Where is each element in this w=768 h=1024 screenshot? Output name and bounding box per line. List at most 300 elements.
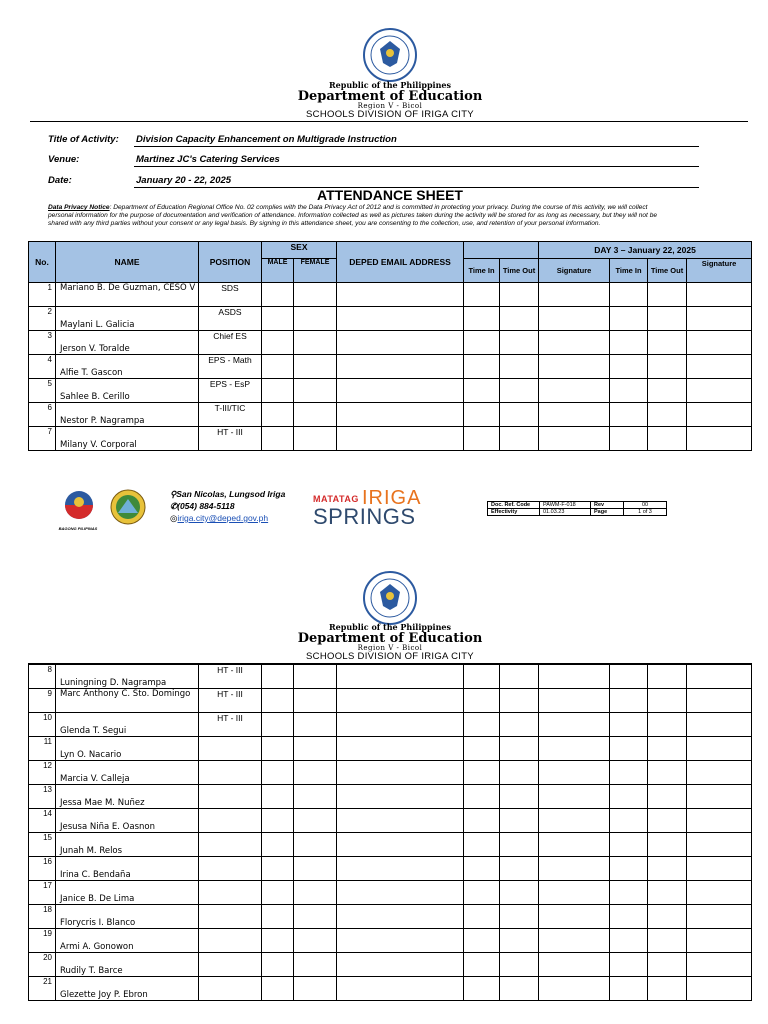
time-in-cell[interactable] [464, 688, 500, 712]
time-in-cell[interactable] [464, 808, 500, 832]
row-number: 21 [29, 976, 56, 1000]
time-out-day3-cell[interactable] [648, 379, 687, 403]
deped-seal [362, 27, 418, 83]
time-in-cell[interactable] [464, 379, 500, 403]
time-out-day3-cell[interactable] [648, 736, 687, 760]
table-row [29, 880, 752, 904]
privacy-notice [48, 204, 658, 228]
signature-day3-cell[interactable] [687, 760, 752, 784]
row-position [199, 760, 262, 784]
time-out-day3-cell[interactable] [648, 427, 687, 451]
male-cell[interactable] [262, 928, 294, 952]
signature-cell[interactable] [539, 688, 610, 712]
time-out-day3-cell[interactable] [648, 355, 687, 379]
email-cell[interactable] [337, 808, 464, 832]
row-position: EPS - EsP [199, 379, 262, 403]
time-in-cell[interactable] [464, 952, 500, 976]
email-cell[interactable] [337, 976, 464, 1000]
signature-day3-cell[interactable] [687, 403, 752, 427]
time-out-cell[interactable] [500, 904, 539, 928]
iriga-city-seal [110, 489, 146, 525]
time-in-day3-cell[interactable] [610, 712, 648, 736]
header-time-out-day3: Time Out [648, 259, 687, 283]
time-out-day3-cell[interactable] [648, 283, 687, 307]
department-text-page2: Department of Education [297, 631, 483, 646]
time-out-day3-cell[interactable] [648, 403, 687, 427]
bagong-pilipinas-logo [60, 488, 98, 526]
time-out-day3-cell[interactable] [648, 832, 687, 856]
time-in-day3-cell[interactable] [610, 928, 648, 952]
signature-day3-cell[interactable] [687, 736, 752, 760]
male-cell[interactable] [262, 736, 294, 760]
signature-day3-cell[interactable] [687, 928, 752, 952]
header-no: No. [29, 242, 56, 283]
row-name: Jessa Mae M. Nuñez [56, 784, 199, 808]
iriga-text: IRIGA [362, 487, 422, 509]
time-in-day3-cell[interactable] [610, 283, 648, 307]
row-position: T-III/TIC [199, 403, 262, 427]
footer-address: San Nicolas, Lungsod Iriga [176, 489, 286, 499]
republic-text: Republic of the Philippines [328, 80, 451, 90]
female-cell[interactable] [294, 427, 337, 451]
row-number: 13 [29, 784, 56, 808]
email-cell[interactable] [337, 331, 464, 355]
time-in-cell[interactable] [464, 355, 500, 379]
email-cell[interactable] [337, 403, 464, 427]
signature-day3-cell[interactable] [687, 784, 752, 808]
row-position: SDS [199, 283, 262, 307]
time-in-cell[interactable] [464, 880, 500, 904]
time-out-day3-cell[interactable] [648, 760, 687, 784]
time-in-day3-cell[interactable] [610, 331, 648, 355]
male-cell[interactable] [262, 427, 294, 451]
female-cell[interactable] [294, 379, 337, 403]
female-cell[interactable] [294, 688, 337, 712]
male-cell[interactable] [262, 331, 294, 355]
header-blank-times [464, 242, 539, 259]
row-name: Janice B. De Lima [56, 880, 199, 904]
row-name: Glezette Joy P. Ebron [56, 976, 199, 1000]
row-position: ASDS [199, 307, 262, 331]
signature-day3-cell[interactable] [687, 307, 752, 331]
male-cell[interactable] [262, 856, 294, 880]
email-cell[interactable] [337, 712, 464, 736]
time-in-day3-cell[interactable] [610, 403, 648, 427]
signature-day3-cell[interactable] [687, 712, 752, 736]
row-number: 11 [29, 736, 56, 760]
signature-cell[interactable] [539, 355, 610, 379]
header-time-out: Time Out [500, 259, 539, 283]
header-signature: Signature [539, 259, 610, 283]
doc-ref-table [487, 501, 667, 516]
signature-cell[interactable] [539, 331, 610, 355]
female-cell[interactable] [294, 355, 337, 379]
signature-cell[interactable] [539, 904, 610, 928]
time-out-day3-cell[interactable] [648, 808, 687, 832]
male-cell[interactable] [262, 664, 294, 688]
time-in-cell[interactable] [464, 760, 500, 784]
female-cell[interactable] [294, 283, 337, 307]
header-rule [30, 121, 748, 122]
time-out-cell[interactable] [500, 832, 539, 856]
footer-phone: (054) 884-5118 [177, 501, 235, 511]
row-position [199, 856, 262, 880]
row-name: Florycris I. Blanco [56, 904, 199, 928]
signature-day3-cell[interactable] [687, 283, 752, 307]
header-time-in: Time In [464, 259, 500, 283]
row-position [199, 952, 262, 976]
female-cell[interactable] [294, 808, 337, 832]
time-out-day3-cell[interactable] [648, 928, 687, 952]
row-name: Marcia V. Calleja [56, 760, 199, 784]
header-time-in-day3: Time In [610, 259, 648, 283]
female-cell[interactable] [294, 784, 337, 808]
signature-cell[interactable] [539, 832, 610, 856]
signature-cell[interactable] [539, 403, 610, 427]
time-out-day3-cell[interactable] [648, 307, 687, 331]
row-name: Jesusa Niña E. Oasnon [56, 808, 199, 832]
male-cell[interactable] [262, 976, 294, 1000]
header-male: MALE [262, 259, 294, 283]
female-cell[interactable] [294, 403, 337, 427]
table-row [29, 976, 752, 1000]
table-row [29, 403, 752, 427]
email-cell[interactable] [337, 688, 464, 712]
email-cell[interactable] [337, 784, 464, 808]
female-cell[interactable] [294, 928, 337, 952]
time-out-cell[interactable] [500, 928, 539, 952]
time-out-cell[interactable] [500, 712, 539, 736]
female-cell[interactable] [294, 664, 337, 688]
male-cell[interactable] [262, 355, 294, 379]
privacy-label: Data Privacy Notice [48, 204, 110, 211]
signature-cell[interactable] [539, 664, 610, 688]
matatag-text: MATATAG [313, 494, 359, 504]
signature-cell[interactable] [539, 856, 610, 880]
division-text-page2: SCHOOLS DIVISION OF IRIGA CITY [306, 651, 474, 662]
male-cell[interactable] [262, 784, 294, 808]
time-out-day3-cell[interactable] [648, 952, 687, 976]
female-cell[interactable] [294, 307, 337, 331]
time-in-cell[interactable] [464, 784, 500, 808]
time-in-day3-cell[interactable] [610, 379, 648, 403]
female-cell[interactable] [294, 760, 337, 784]
male-cell[interactable] [262, 952, 294, 976]
time-in-day3-cell[interactable] [610, 856, 648, 880]
male-cell[interactable] [262, 688, 294, 712]
time-in-cell[interactable] [464, 331, 500, 355]
signature-day3-cell[interactable] [687, 379, 752, 403]
table-row [29, 379, 752, 403]
male-cell[interactable] [262, 712, 294, 736]
table-row [29, 712, 752, 736]
time-in-cell[interactable] [464, 712, 500, 736]
time-in-cell[interactable] [464, 427, 500, 451]
time-out-cell[interactable] [500, 307, 539, 331]
time-in-day3-cell[interactable] [610, 355, 648, 379]
time-in-day3-cell[interactable] [610, 904, 648, 928]
location-pin-icon: ⚲ [170, 489, 177, 499]
row-position: HT - III [199, 427, 262, 451]
table-row [29, 928, 752, 952]
table-row [29, 688, 752, 712]
email-cell[interactable] [337, 355, 464, 379]
row-number: 19 [29, 928, 56, 952]
row-number: 8 [29, 664, 56, 688]
signature-day3-cell[interactable] [687, 856, 752, 880]
signature-day3-cell[interactable] [687, 808, 752, 832]
row-name: Sahlee B. Cerillo [56, 379, 199, 403]
row-name: Alfie T. Gascon [56, 355, 199, 379]
time-out-day3-cell[interactable] [648, 784, 687, 808]
table-row [29, 832, 752, 856]
time-in-day3-cell[interactable] [610, 880, 648, 904]
email-cell[interactable] [337, 928, 464, 952]
email-cell[interactable] [337, 664, 464, 688]
male-cell[interactable] [262, 808, 294, 832]
time-in-cell[interactable] [464, 856, 500, 880]
time-in-day3-cell[interactable] [610, 832, 648, 856]
table-row [29, 808, 752, 832]
activity-value: Division Capacity Enhancement on Multigrade Instruction [136, 134, 397, 145]
signature-day3-cell[interactable] [687, 355, 752, 379]
date-label: Date: [48, 175, 72, 186]
row-number: 14 [29, 808, 56, 832]
time-in-day3-cell[interactable] [610, 688, 648, 712]
region-text: Region V - Bicol [357, 102, 423, 110]
row-name: Irina C. Bendaña [56, 856, 199, 880]
activity-underline [134, 146, 699, 147]
table-row [29, 307, 752, 331]
time-out-cell[interactable] [500, 379, 539, 403]
time-out-day3-cell[interactable] [648, 976, 687, 1000]
time-in-day3-cell[interactable] [610, 427, 648, 451]
signature-cell[interactable] [539, 976, 610, 1000]
signature-day3-cell[interactable] [687, 904, 752, 928]
doc-ref-value: PAWM-F-018 [540, 502, 591, 509]
signature-day3-cell[interactable] [687, 427, 752, 451]
sheet-title: ATTENDANCE SHEET [317, 187, 463, 203]
table-row [29, 784, 752, 808]
row-number: 12 [29, 760, 56, 784]
time-in-day3-cell[interactable] [610, 808, 648, 832]
row-position [199, 784, 262, 808]
time-out-cell[interactable] [500, 283, 539, 307]
header-day: DAY 3 – January 22, 2025 [539, 242, 752, 259]
time-out-cell[interactable] [500, 355, 539, 379]
signature-day3-cell[interactable] [687, 952, 752, 976]
time-out-cell[interactable] [500, 784, 539, 808]
doc-eff-label: Effectivity [488, 509, 540, 516]
female-cell[interactable] [294, 856, 337, 880]
table-row [29, 760, 752, 784]
time-out-cell[interactable] [500, 856, 539, 880]
row-name: Nestor P. Nagrampa [56, 403, 199, 427]
email-cell[interactable] [337, 427, 464, 451]
signature-cell[interactable] [539, 880, 610, 904]
male-cell[interactable] [262, 904, 294, 928]
table-row [29, 904, 752, 928]
row-position [199, 736, 262, 760]
division-text: SCHOOLS DIVISION OF IRIGA CITY [306, 109, 474, 120]
row-number: 2 [29, 307, 56, 331]
activity-label: Title of Activity: [48, 134, 119, 145]
footer-email-link[interactable]: iriga.city@deped.gov.ph [177, 513, 269, 523]
signature-cell[interactable] [539, 379, 610, 403]
time-in-day3-cell[interactable] [610, 760, 648, 784]
female-cell[interactable] [294, 736, 337, 760]
row-number: 18 [29, 904, 56, 928]
female-cell[interactable] [294, 880, 337, 904]
time-in-cell[interactable] [464, 283, 500, 307]
time-out-cell[interactable] [500, 664, 539, 688]
row-number: 10 [29, 712, 56, 736]
doc-rev-label: Rev [591, 502, 624, 509]
email-cell[interactable] [337, 307, 464, 331]
table-row [29, 355, 752, 379]
row-number: 9 [29, 688, 56, 712]
table-row [29, 427, 752, 451]
time-in-day3-cell[interactable] [610, 664, 648, 688]
email-cell[interactable] [337, 856, 464, 880]
time-out-day3-cell[interactable] [648, 712, 687, 736]
row-name: Marc Anthony C. Sto. Domingo [56, 688, 199, 712]
header-signature-day3: Signature [687, 259, 752, 283]
female-cell[interactable] [294, 904, 337, 928]
email-cell[interactable] [337, 736, 464, 760]
signature-cell[interactable] [539, 952, 610, 976]
time-out-cell[interactable] [500, 403, 539, 427]
privacy-text: : Department of Education Regional Office No. 02 complies with the Data Privacy Act of 2012 and is committed in protecting your privacy. During the course of this activity, we will collect personal information for the purpose of documentation and verification of attendance. Information collected as well as pictures taken during the activity will be stored for as long as necessary, but they will not be shared with any third parties without your consent or any legal basis. By signing in this attendance sheet, you are consenting to the collection, use, and retention of your personal information. [48, 204, 658, 227]
row-position [199, 880, 262, 904]
row-name: Rudily T. Barce [56, 952, 199, 976]
male-cell[interactable] [262, 379, 294, 403]
time-in-cell[interactable] [464, 736, 500, 760]
signature-cell[interactable] [539, 712, 610, 736]
email-cell[interactable] [337, 832, 464, 856]
row-number: 1 [29, 283, 56, 307]
male-cell[interactable] [262, 307, 294, 331]
time-in-day3-cell[interactable] [610, 307, 648, 331]
time-out-cell[interactable] [500, 736, 539, 760]
time-out-cell[interactable] [500, 688, 539, 712]
time-out-cell[interactable] [500, 952, 539, 976]
signature-day3-cell[interactable] [687, 688, 752, 712]
signature-cell[interactable] [539, 760, 610, 784]
header-sex: SEX [262, 242, 337, 259]
time-out-cell[interactable] [500, 880, 539, 904]
row-number: 7 [29, 427, 56, 451]
row-position [199, 976, 262, 1000]
email-cell[interactable] [337, 880, 464, 904]
signature-day3-cell[interactable] [687, 664, 752, 688]
globe-icon: ◎ [170, 513, 178, 523]
table-row [29, 283, 752, 307]
row-name: Luningning D. Nagrampa [56, 664, 199, 688]
time-in-day3-cell[interactable] [610, 976, 648, 1000]
email-cell[interactable] [337, 283, 464, 307]
signature-day3-cell[interactable] [687, 880, 752, 904]
time-in-cell[interactable] [464, 832, 500, 856]
doc-ref-label: Doc. Ref. Code [488, 502, 540, 509]
male-cell[interactable] [262, 832, 294, 856]
female-cell[interactable] [294, 331, 337, 355]
male-cell[interactable] [262, 880, 294, 904]
email-cell[interactable] [337, 760, 464, 784]
header-name: NAME [56, 242, 199, 283]
attendance-table-page1 [28, 241, 752, 451]
time-in-day3-cell[interactable] [610, 952, 648, 976]
email-cell[interactable] [337, 379, 464, 403]
time-in-cell[interactable] [464, 904, 500, 928]
female-cell[interactable] [294, 832, 337, 856]
signature-cell[interactable] [539, 427, 610, 451]
time-out-cell[interactable] [500, 760, 539, 784]
male-cell[interactable] [262, 283, 294, 307]
row-position: EPS - Math [199, 355, 262, 379]
female-cell[interactable] [294, 712, 337, 736]
time-out-cell[interactable] [500, 331, 539, 355]
time-out-cell[interactable] [500, 808, 539, 832]
row-name: Jerson V. Toralde [56, 331, 199, 355]
time-out-day3-cell[interactable] [648, 331, 687, 355]
doc-page-value: 1 of 3 [624, 509, 667, 516]
time-in-cell[interactable] [464, 928, 500, 952]
signature-cell[interactable] [539, 784, 610, 808]
row-name: Glenda T. Segui [56, 712, 199, 736]
row-number: 4 [29, 355, 56, 379]
region-text-page2: Region V - Bicol [357, 644, 423, 652]
signature-day3-cell[interactable] [687, 832, 752, 856]
female-cell[interactable] [294, 976, 337, 1000]
table-row [29, 952, 752, 976]
time-in-day3-cell[interactable] [610, 784, 648, 808]
signature-cell[interactable] [539, 736, 610, 760]
time-out-day3-cell[interactable] [648, 904, 687, 928]
row-number: 5 [29, 379, 56, 403]
signature-day3-cell[interactable] [687, 976, 752, 1000]
signature-day3-cell[interactable] [687, 331, 752, 355]
signature-cell[interactable] [539, 307, 610, 331]
time-out-day3-cell[interactable] [648, 688, 687, 712]
male-cell[interactable] [262, 760, 294, 784]
time-out-day3-cell[interactable] [648, 856, 687, 880]
time-out-day3-cell[interactable] [648, 880, 687, 904]
springs-text: SPRINGS [313, 504, 416, 529]
venue-label: Venue: [48, 154, 80, 165]
time-out-cell[interactable] [500, 976, 539, 1000]
row-position: Chief ES [199, 331, 262, 355]
department-text: Department of Education [297, 89, 483, 104]
time-out-cell[interactable] [500, 427, 539, 451]
time-in-day3-cell[interactable] [610, 736, 648, 760]
email-cell[interactable] [337, 952, 464, 976]
female-cell[interactable] [294, 952, 337, 976]
row-number: 17 [29, 880, 56, 904]
signature-cell[interactable] [539, 928, 610, 952]
time-in-cell[interactable] [464, 664, 500, 688]
time-out-day3-cell[interactable] [648, 664, 687, 688]
time-in-cell[interactable] [464, 976, 500, 1000]
signature-cell[interactable] [539, 808, 610, 832]
time-in-cell[interactable] [464, 403, 500, 427]
signature-cell[interactable] [539, 283, 610, 307]
male-cell[interactable] [262, 403, 294, 427]
header-female: FEMALE [294, 259, 337, 283]
email-cell[interactable] [337, 904, 464, 928]
venue-value: Martinez JC's Catering Services [136, 154, 280, 165]
time-in-cell[interactable] [464, 307, 500, 331]
